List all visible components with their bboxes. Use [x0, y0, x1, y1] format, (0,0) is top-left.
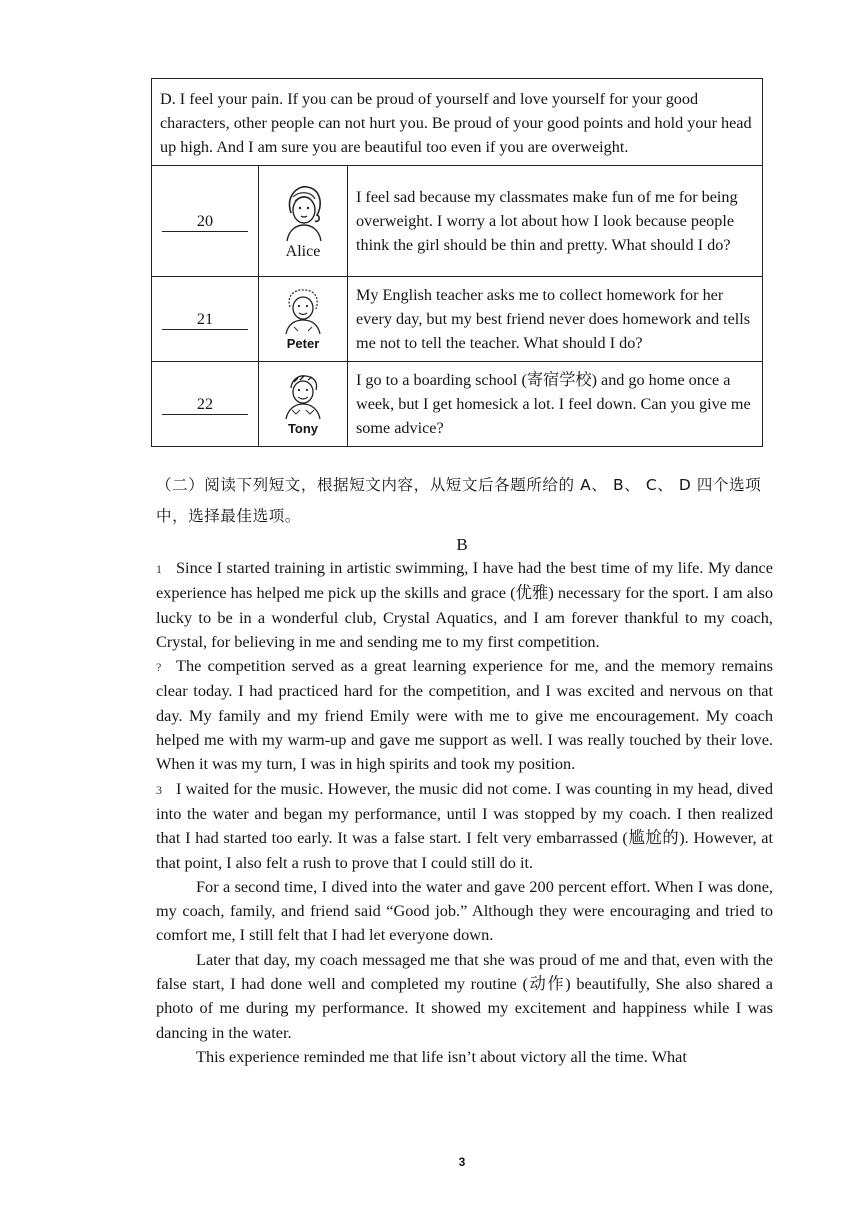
answer-blank: [152, 362, 259, 447]
passage-title: B: [456, 535, 468, 554]
passage-paragraph: [156, 777, 773, 875]
student-problem-text: I go to a boarding school (寄宿学校) and go home once a week, but I get homesick a lot. I feel down. Can you give me some advice?: [348, 362, 763, 447]
student-name: Alice: [285, 243, 321, 260]
answer-blank: [152, 277, 259, 362]
student-name: Peter: [286, 336, 320, 351]
paragraph-text: I waited for the music. However, the music did not come. I was counting in my head, dived into the water and began my performance, until I was stopped by my coach. I then realized that I had started too early. It was a false start. I felt very embarrassed (尴尬的). However, at that point, I also felt a rush to prove that I could still do it.: [156, 778, 773, 872]
question-row: [152, 277, 763, 362]
question-number: 20: [162, 211, 248, 232]
boy-portrait-icon: [280, 372, 326, 420]
advice-matching-table: [151, 78, 763, 447]
page-number: 3: [458, 1155, 466, 1169]
student-problem-text: I feel sad because my classmates make fun of me for being overweight. I worry a lot about how I look because people think the girl should be thin and pretty. What should I do?: [348, 166, 763, 277]
question-row: [152, 362, 763, 447]
passage-paragraph: Later that day, my coach messaged me that she was proud of me and that, even with the false start, I had done well and completed my routine (动作) beautifully, She also shared a photo of me during my performance. It showed my excitement and happiness while I was dancing in the water.: [156, 949, 773, 1042]
passage-paragraph: This experience reminded me that life isn’t about victory all the time. What: [196, 1046, 687, 1066]
section-instructions: （二）阅读下列短文，根据短文内容，从短文后各题所给的 A、 B、 C、 D 四个选项中，选择最佳选项。: [156, 476, 762, 525]
student-portrait: [259, 166, 348, 277]
question-row: [152, 166, 763, 277]
passage-paragraph: For a second time, I dived into the water and gave 200 percent effort. When I was done, my coach, family, and friend said “Good job.” Although they were encouraging and tried to comfort me, I still felt that I had let everyone down.: [156, 876, 773, 945]
passage-paragraph: [156, 654, 773, 776]
passage-paragraph: [156, 556, 773, 654]
paragraph-marker: ?: [156, 660, 162, 675]
student-portrait: [259, 362, 348, 447]
paragraph-marker: 3: [156, 782, 162, 797]
paragraph-marker: 1: [156, 562, 162, 576]
girl-portrait-icon: [277, 183, 329, 243]
boy-portrait-icon: [280, 287, 326, 335]
answer-blank: [152, 166, 259, 277]
option-d-text: D. I feel your pain. If you can be proud of yourself and love yourself for your good characters, other people can not hurt you. Be proud of your good points and hold your head up high. And I am sure you are beautiful too even if you are overweight.: [152, 79, 763, 166]
paragraph-text: Since I started training in artistic swimming, I have had the best time of my life. My dance experience has helped me pick up the skills and grace (优雅) necessary for the sport. I am also lucky to be in a wonderful club, Crystal Aquatics, and I am forever thankful to my coach, Crystal, for believing in me and sending me to my first competition.: [156, 558, 773, 651]
student-name: Tony: [287, 421, 319, 436]
student-problem-text: My English teacher asks me to collect homework for her every day, but my best friend never does homework and tells me not to tell the teacher. What should I do?: [348, 277, 763, 362]
question-number: 21: [162, 309, 248, 330]
student-portrait: [259, 277, 348, 362]
option-row: [152, 79, 763, 166]
reading-passage: [156, 556, 773, 1069]
question-number: 22: [162, 394, 248, 415]
paragraph-text: The competition served as a great learning experience for me, and the memory remains clear today. I had practiced hard for the competition, and I was excited and nervous on that day. My family and my friend Emily were with me to give me encouragement. My coach helped me with my warm-up and gave me support as well. I was really touched by their love. When it was my turn, I was in high spirits and took my position.: [156, 656, 773, 774]
